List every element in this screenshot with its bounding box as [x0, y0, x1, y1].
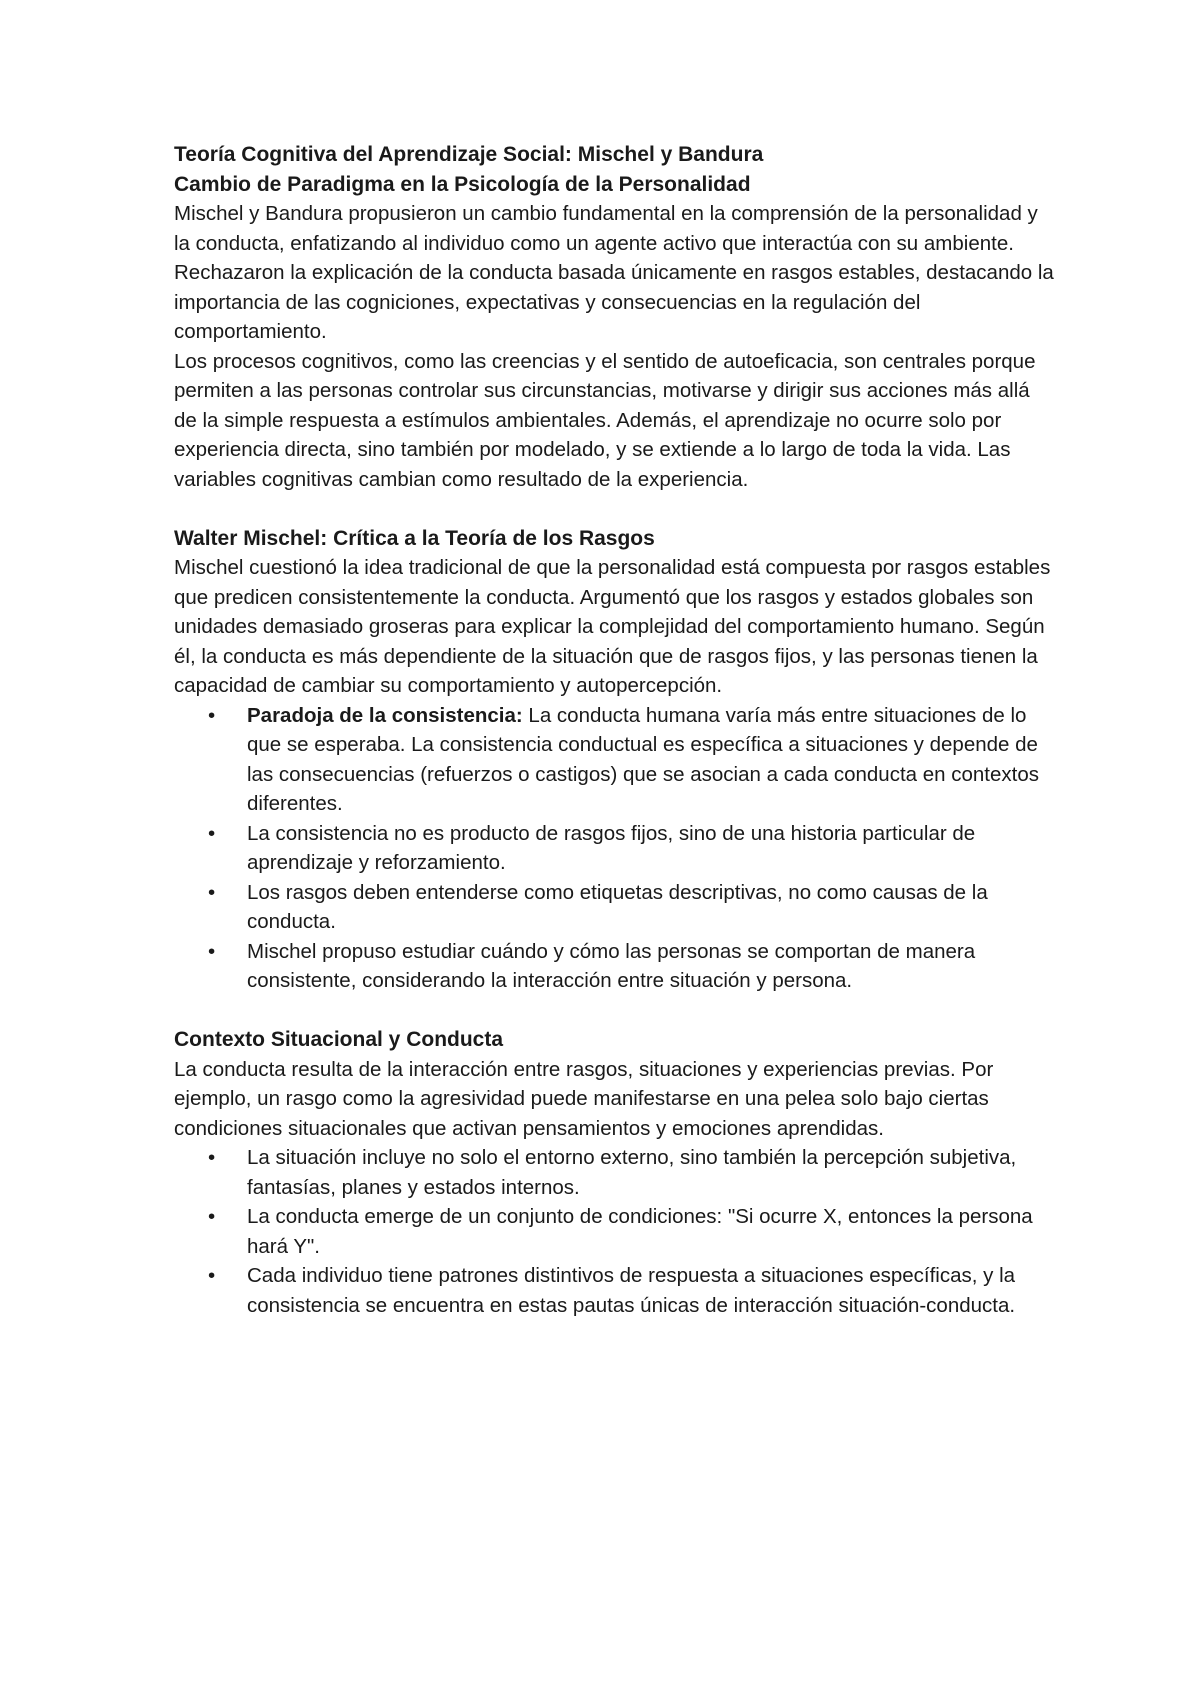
- bullet-icon: •: [208, 703, 216, 727]
- list-item-text: Los rasgos deben entenderse como etiquetas descriptivas, no como causas de la conducta.: [247, 880, 988, 933]
- list-item: [174, 1143, 1054, 1202]
- list-item-text: La consistencia no es producto de rasgos fijos, sino de una historia particular de aprendizaje y reforzamiento.: [247, 821, 976, 874]
- section-heading-mischel: Walter Mischel: Crítica a la Teoría de los Rasgos: [174, 526, 655, 550]
- intro-paragraph-2: Los procesos cognitivos, como las creencias y el sentido de autoeficacia, son centrales porque permiten a las personas controlar sus circunstancias, motivarse y dirigir sus acciones más allá de la simple respuesta a estímulos ambientales. Además, el aprendizaje no ocurre solo por experiencia directa, sino también por modelado, y se extiende a lo largo de toda la vida. Las variables cognitivas cambian como resultado de la experiencia.: [174, 349, 1036, 491]
- document-page: [174, 140, 1054, 1320]
- bullet-icon: •: [208, 821, 216, 845]
- bullet-icon: •: [208, 1264, 216, 1287]
- section-heading-contexto: Contexto Situacional y Conducta: [174, 1028, 504, 1051]
- bullet-icon: •: [208, 939, 216, 963]
- bullet-icon: •: [208, 1146, 216, 1169]
- list-item-text: La situación incluye no solo el entorno externo, sino también la percepción subjetiva, fantasías, planes y estados internos.: [247, 1146, 1017, 1199]
- list-item: [174, 1261, 1054, 1320]
- list-item-bold-label: Paradoja de la consistencia:: [247, 703, 523, 727]
- list-item-text: La conducta emerge de un conjunto de condiciones: "Si ocurre X, entonces la persona hará Y".: [247, 1205, 1033, 1258]
- intro-paragraph-1: Mischel y Bandura propusieron un cambio fundamental en la comprensión de la personalidad y la conducta, enfatizando al individuo como un agente activo que interactúa con su ambiente. Rechazaron la explicación de la conducta basada únicamente en rasgos estables, destacando la importancia de las cogniciones, expectativas y consecuencias en la regulación del comportamiento.: [174, 202, 1054, 343]
- list-item: [174, 819, 1054, 878]
- list-item-text: La conducta humana varía más entre situaciones de lo que se esperaba. La consistencia conductual es específica a situaciones y depende de las consecuencias (refuerzos o castigos) que se asocian a cada conducta en contextos diferentes.: [247, 703, 1039, 815]
- list-item-text: Mischel propuso estudiar cuándo y cómo las personas se comportan de manera consistente, considerando la interacción entre situación y persona.: [247, 939, 976, 992]
- bullet-icon: •: [208, 1205, 216, 1228]
- document-title: Teoría Cognitiva del Aprendizaje Social: Mischel y Bandura: [174, 143, 764, 166]
- document-subtitle: Cambio de Paradigma en la Psicología de la Personalidad: [174, 172, 751, 196]
- section-paragraph-contexto: La conducta resulta de la interacción entre rasgos, situaciones y experiencias previas. Por ejemplo, un rasgo como la agresividad puede manifestarse en una pelea solo bajo ciertas condiciones situacionales que activan pensamientos y emociones aprendidas.: [174, 1057, 994, 1140]
- list-item: [174, 937, 1054, 996]
- list-item: [174, 1202, 1054, 1261]
- bullet-list-contexto: [174, 1143, 1054, 1320]
- section-paragraph-mischel: Mischel cuestionó la idea tradicional de que la personalidad está compuesta por rasgos estables que predicen consistentemente la conducta. Argumentó que los rasgos y estados globales son unidades demasiado groseras para explicar la complejidad del comportamiento humano. Según él, la conducta es más dependiente de la situación que de rasgos fijos, y las personas tienen la capacidad de cambiar su comportamiento y autopercepción.: [174, 556, 1051, 697]
- list-item-text: Cada individuo tiene patrones distintivos de respuesta a situaciones específicas, y la consistencia se encuentra en estas pautas únicas de interacción situación-conducta.: [247, 1264, 1016, 1317]
- bullet-icon: •: [208, 880, 216, 904]
- list-item: [174, 701, 1054, 819]
- bullet-list-mischel: [174, 701, 1054, 996]
- list-item: [174, 878, 1054, 937]
